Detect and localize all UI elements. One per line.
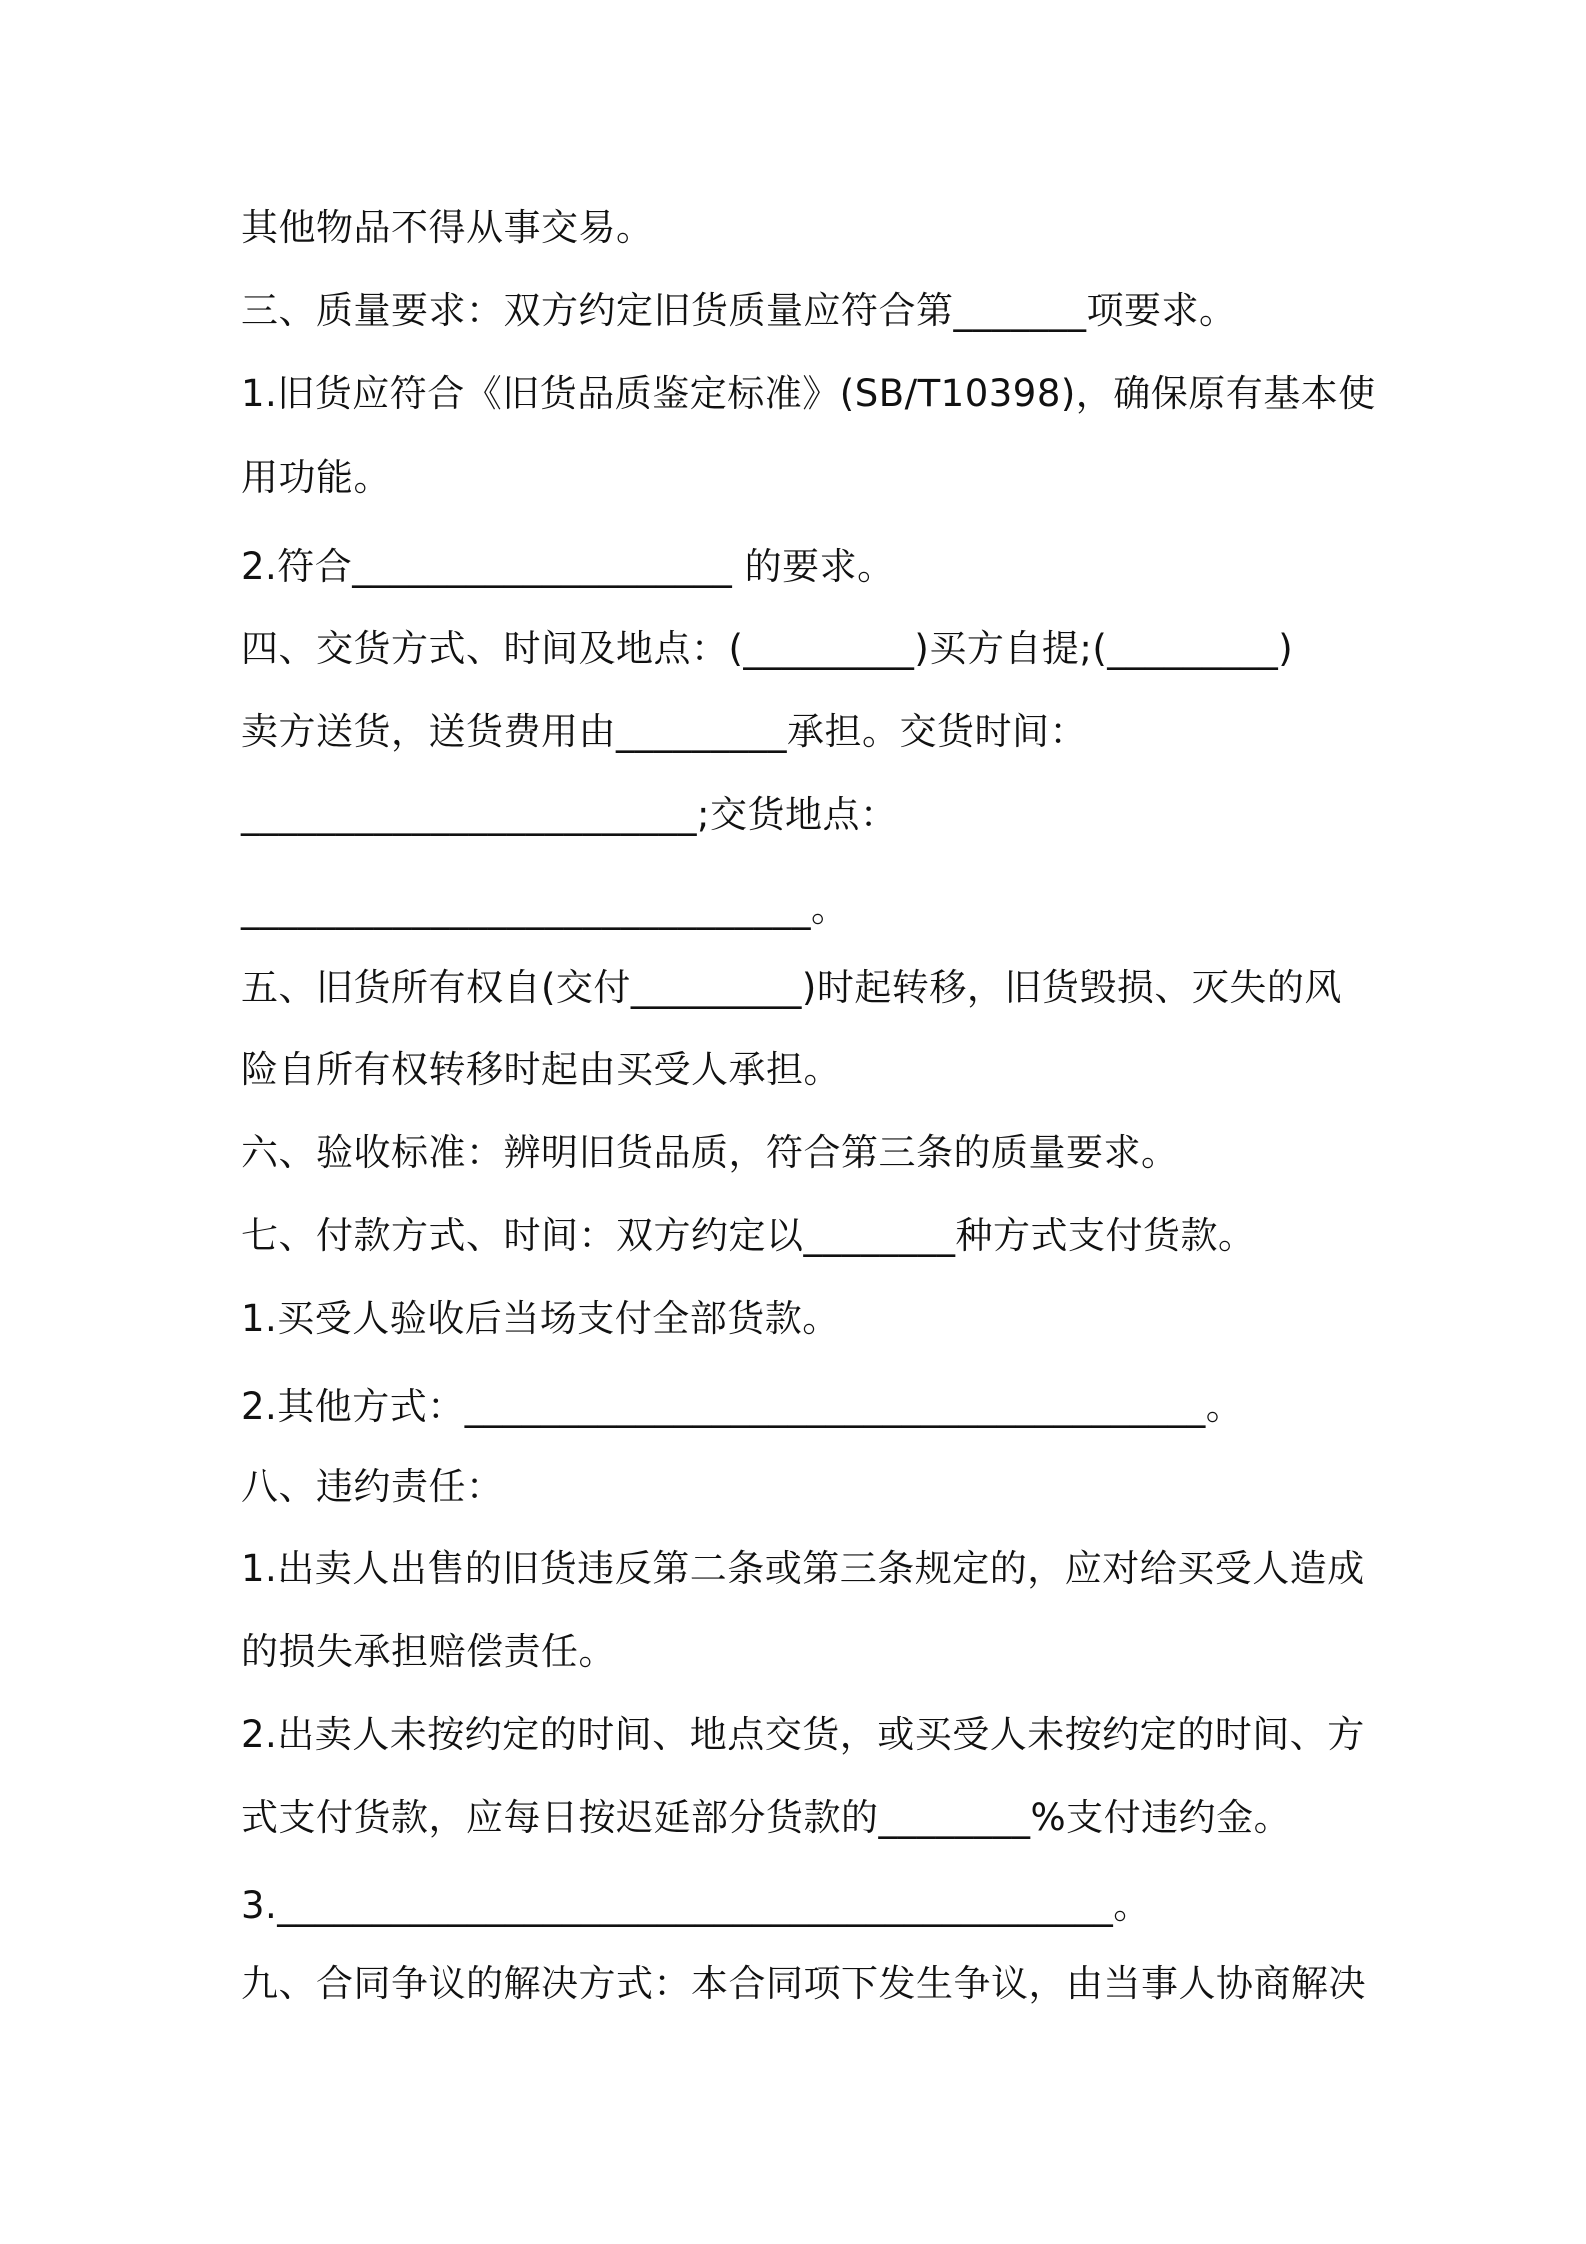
text-line-19: 2.出卖人未按约定的时间、地点交货，或买受人未按约定的时间、方	[241, 1713, 1365, 1756]
text-line-1: 其他物品不得从事交易。	[241, 206, 654, 249]
text-line-8: ________________________;交货地点：	[241, 793, 898, 836]
text-line-14: 1.买受人验收后当场支付全部货款。	[241, 1297, 840, 1340]
text-line-5: 2.符合____________________ 的要求。	[241, 545, 895, 588]
text-line-18: 的损失承担赔偿责任。	[241, 1630, 616, 1673]
text-line-7: 卖方送货，送货费用由_________承担。交货时间：	[241, 710, 1087, 753]
text-line-11: 险自所有权转移时起由买受人承担。	[241, 1048, 841, 1091]
text-line-21: 3.____________________________________________。	[241, 1884, 1151, 1927]
text-line-9: ______________________________。	[241, 887, 849, 930]
text-line-13: 七、付款方式、时间：双方约定以________种方式支付货款。	[241, 1214, 1256, 1257]
text-line-4: 用功能。	[241, 456, 391, 499]
text-line-20: 式支付货款，应每日按迟延部分货款的________%支付违约金。	[241, 1796, 1292, 1839]
text-line-10: 五、旧货所有权自(交付_________)时起转移，旧货毁损、灭失的风	[241, 966, 1342, 1009]
text-line-22: 九、合同争议的解决方式：本合同项下发生争议，由当事人协商解决	[241, 1962, 1366, 2005]
text-line-17: 1.出卖人出售的旧货违反第二条或第三条规定的，应对给买受人造成	[241, 1547, 1365, 1590]
text-line-2: 三、质量要求：双方约定旧货质量应符合第_______项要求。	[241, 289, 1237, 332]
text-line-12: 六、验收标准：辨明旧货品质，符合第三条的质量要求。	[241, 1131, 1179, 1174]
text-line-15: 2.其他方式：_______________________________________。	[241, 1385, 1244, 1428]
text-line-6: 四、交货方式、时间及地点：(_________)买方自提;(_________)	[241, 627, 1294, 670]
text-line-16: 八、违约责任：	[241, 1465, 504, 1508]
text-line-3: 1.旧货应符合《旧货品质鉴定标准》(SB/T10398)，确保原有基本使	[241, 372, 1376, 415]
